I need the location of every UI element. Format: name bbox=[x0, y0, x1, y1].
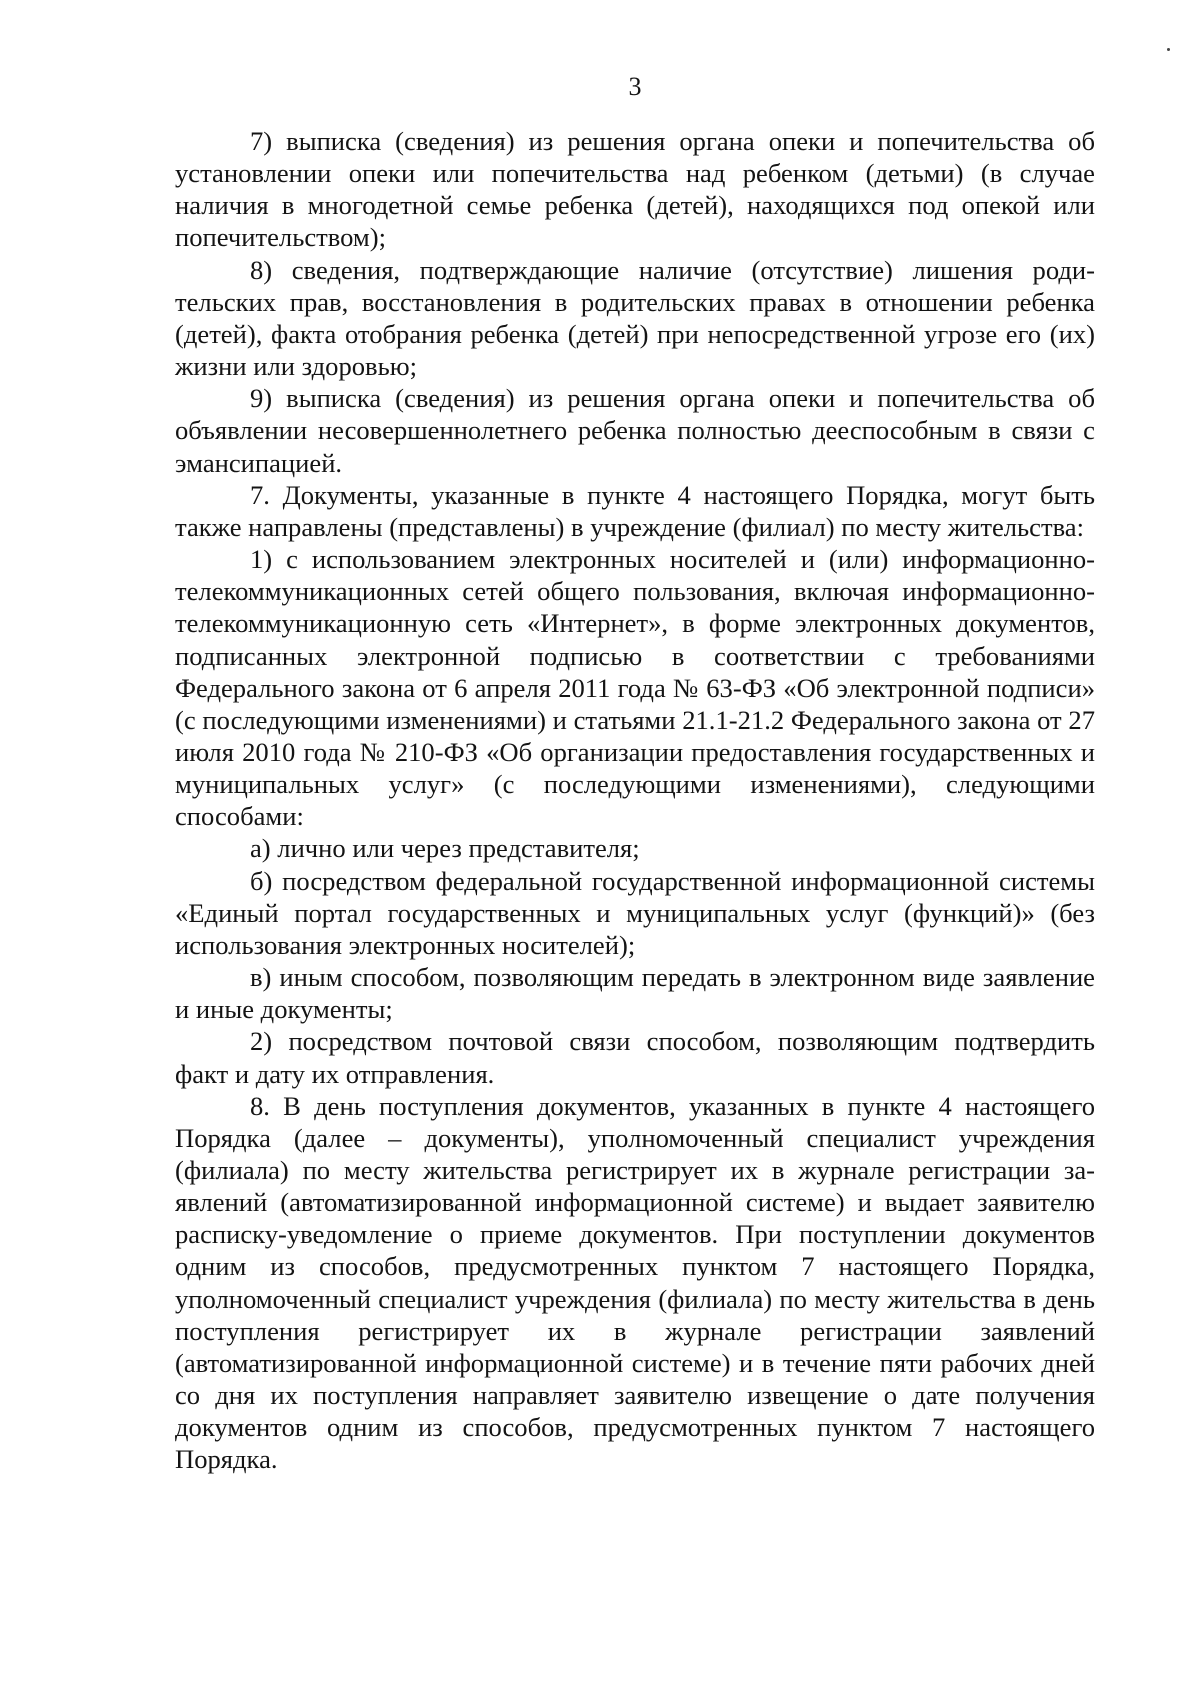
paragraph-clause-7-item-1: 1) с использованием электронных носителей и (или) информационно-телекоммуникационных сетей общего пользования, включая информационно-телекоммуникационную сеть «Интернет», в форме электронных документов, подписанных электронной подписью в соответствии с требованиями Федерального закона от 6 апреля 2011 года № 63-ФЗ «Об электронной подписи» (с последующими изменениями) и статьями 21.1-21.2 Федерального закона от 27 июля 2010 года № 210-ФЗ «Об организации предоставления государственных и муниципальных услуг» (с последующими изменениями), следующими способами: bbox=[175, 544, 1095, 832]
page-number: 3 bbox=[628, 72, 642, 101]
document-body bbox=[175, 125, 1095, 1476]
scan-speck bbox=[1167, 48, 1170, 51]
paragraph-item-9: 9) выписка (сведения) из решения органа опеки и попечительства об объявлении несовершеннолетнего ребенка полностью дееспособным в связи с эмансипацией. bbox=[175, 383, 1095, 478]
paragraph-item-7: 7) выписка (сведения) из решения органа опеки и попечительства об установлении опеки или попечительства над ребенком (детьми) (в случае наличия в многодетной семье ребенка (детей), находящихся под опекой или попечительством); bbox=[175, 126, 1095, 253]
paragraph-clause-7: 7. Документы, указанные в пункте 4 настоящего Порядка, могут быть также направлены (представлены) в учреждение (филиал) по месту жительства: bbox=[175, 479, 1095, 542]
paragraph-clause-7-item-2: 2) посредством почтовой связи способом, позволяющим подтвердить факт и дату их отправления. bbox=[175, 1026, 1095, 1089]
paragraph-clause-7-item-1b: б) посредством федеральной государственной информационной системы «Единый портал государственных и муниципальных услуг (функций)» (без использования электронных носителей); bbox=[175, 865, 1095, 960]
paragraph-clause-7-item-1a: а) лично или через представителя; bbox=[250, 833, 640, 864]
paragraph-clause-8: 8. В день поступления документов, указанных в пункте 4 настоящего Порядка (далее – документы), уполномоченный специалист учреждения (филиала) по месту жительства регистрирует их в журнале регистрации заявлений (автоматизированной информационной системе) и выдает заявителю расписку-уведомление о приеме документов. При поступлении документов одним из способов, предусмотренных пунктом 7 настоящего Порядка, уполномоченный специалист учреждения (филиала) по месту жительства в день поступления регистрирует их в журнале регистрации заявлений (автоматизированной информационной системе) и в течение пяти рабочих дней со дня их поступления направляет заявителю извещение о дате получения документов одним из способов, предусмотренных пунктом 7 настоящего Порядка. bbox=[175, 1090, 1095, 1475]
paragraph-clause-7-item-1v: в) иным способом, позволяющим передать в электронном виде заявление и иные документы; bbox=[175, 962, 1095, 1025]
paragraph-item-8: 8) сведения, подтверждающие наличие (отсутствие) лишения родительских прав, восстановления в родительских правах в отношении ребенка (детей), факта отобрания ребенка (детей) при непосредственной угрозе его (их) жизни или здоровью; bbox=[175, 254, 1095, 382]
